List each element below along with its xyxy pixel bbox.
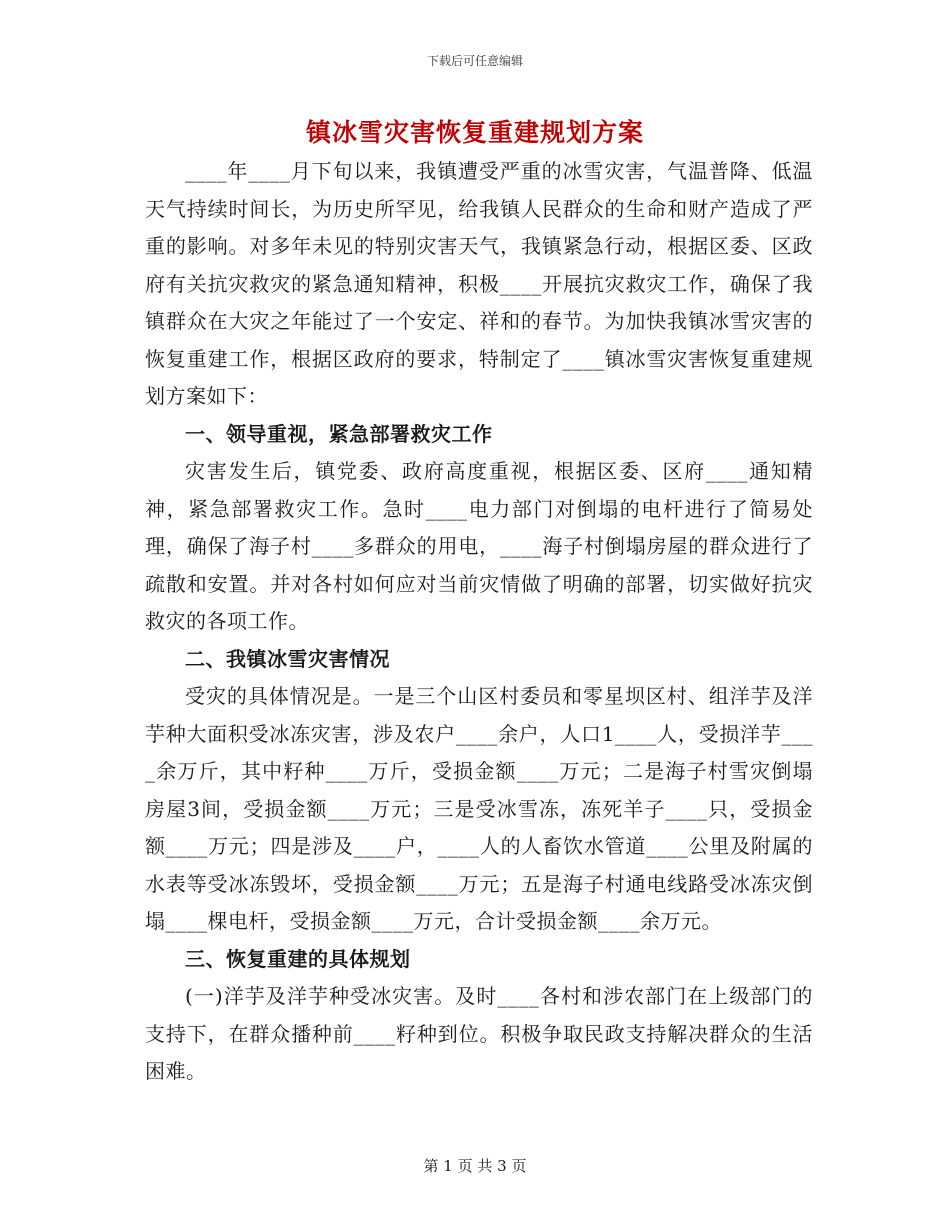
page-number-footer: 第 1 页 共 3 页 — [423, 1157, 527, 1175]
document-title: 镇冰雪灾害恢复重建规划方案 — [305, 118, 644, 147]
section-heading-3: 三、恢复重建的具体规划 — [185, 946, 411, 971]
section-heading-2: 二、我镇冰雪灾害情况 — [185, 646, 390, 671]
section-body-2: 受灾的具体情况是。一是三个山区村委员和零星坝区村、组洋芋及洋芋种大面积受冰冻灾害，涉及农户____余户，人口1____人，受损洋芋____余万斤，其中籽种____万斤，受损金额____万元；二是海子村雪灾倒塌房屋3间，受损金额____万元；三是受冰雪冻，冻死羊子____只，受损金额____万元；四是涉及____户，____人的人畜饮水管道____公里及附属的水表等受冰冻毁坏，受损金额____万元；五是海子村通电线路受冰冻灾倒塌____棵电杆，受损金额____万元，合计受损金额____余万元。 — [145, 684, 813, 933]
document-body — [145, 153, 813, 1091]
header-note: 下载后可任意编辑 — [426, 54, 523, 68]
intro-paragraph: ____年____月下旬以来，我镇遭受严重的冰雪灾害，气温普降、低温天气持续时间长，为历史所罕见，给我镇人民群众的生命和财产造成了严重的影响。对多年未见的特别灾害天气，我镇紧急行动，根据区委、区政府有关抗灾救灾的紧急通知精神，积极____开展抗灾救灾工作，确保了我镇群众在大灾之年能过了一个安定、祥和的春节。为加快我镇冰雪灾害的恢复重建工作，根据区政府的要求，特制定了____镇冰雪灾害恢复重建规划方案如下： — [145, 159, 813, 408]
section-heading-1: 一、领导重视，紧急部署救灾工作 — [185, 421, 493, 446]
section-body-3: (一)洋芋及洋芋种受冰灾害。及时____各村和涉农部门在上级部门的支持下，在群众播种前____籽种到位。积极争取民政支持解决群众的生活困难。 — [145, 984, 813, 1083]
section-body-1: 灾害发生后，镇党委、政府高度重视，根据区委、区府____通知精神，紧急部署救灾工作。急时____电力部门对倒塌的电杆进行了简易处理，确保了海子村____多群众的用电，____海子村倒塌房屋的群众进行了疏散和安置。并对各村如何应对当前灾情做了明确的部署，切实做好抗灾救灾的各项工作。 — [145, 459, 813, 633]
